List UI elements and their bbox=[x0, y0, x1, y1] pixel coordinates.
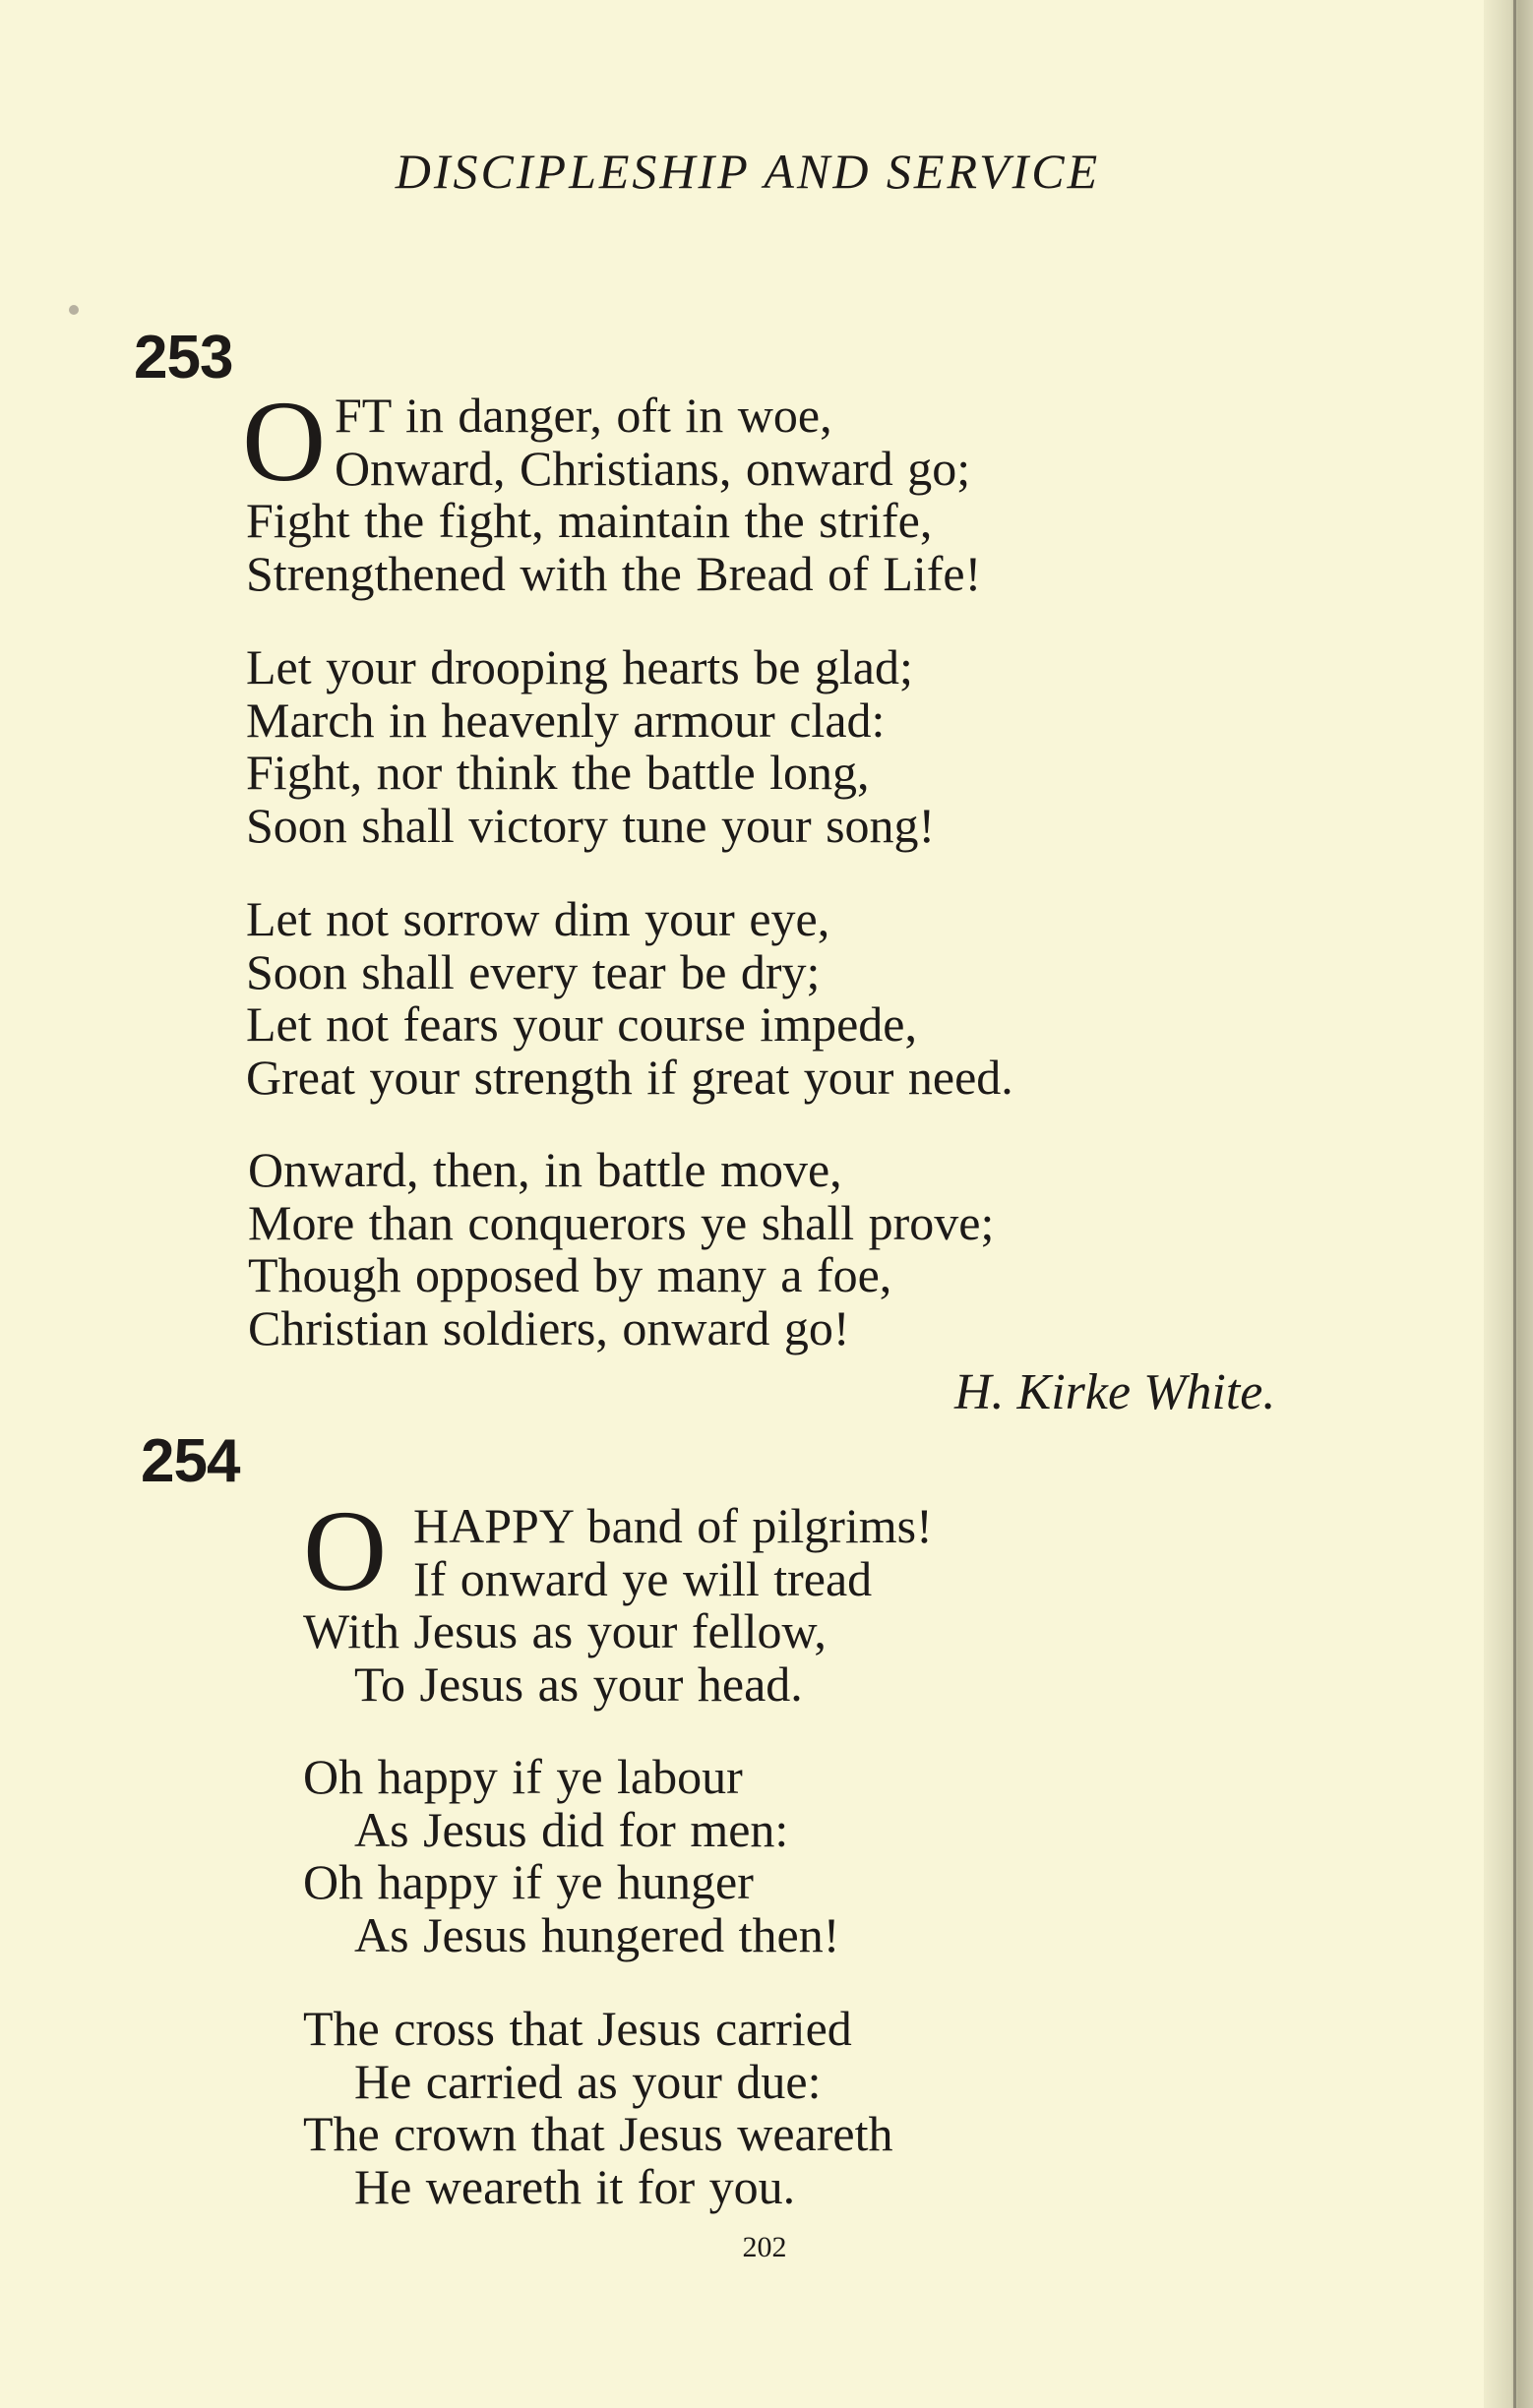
verse-line: As Jesus hungered then! bbox=[354, 1906, 840, 1962]
verse-line: Oh happy if ye hunger bbox=[303, 1854, 754, 1909]
verse-line: Onward, then, in battle move, bbox=[248, 1142, 842, 1197]
hymn-number: 254 bbox=[141, 1427, 240, 1495]
verse-line: Let not fears your course impede, bbox=[246, 996, 917, 1052]
verse-line: Though opposed by many a foe, bbox=[248, 1247, 892, 1302]
page-edge bbox=[1484, 0, 1533, 2408]
verse-line: Onward, Christians, onward go; bbox=[335, 440, 971, 496]
verse-line: The crown that Jesus weareth bbox=[303, 2106, 893, 2161]
verse-line: Christian soldiers, onward go! bbox=[248, 1299, 850, 1355]
verse-line: Strengthened with the Bread of Life! bbox=[246, 545, 982, 601]
verse-line: HAPPY band of pilgrims! bbox=[413, 1498, 933, 1553]
verse-line: He weareth it for you. bbox=[354, 2158, 796, 2214]
verse-line: Let not sorrow dim your eye, bbox=[246, 891, 830, 946]
verse-line: With Jesus as your fellow, bbox=[303, 1603, 827, 1658]
drop-cap: O bbox=[242, 377, 327, 506]
stanza bbox=[303, 2003, 892, 2213]
stanza bbox=[246, 893, 1013, 1104]
verse-line: Oh happy if ye labour bbox=[303, 1749, 743, 1804]
stanza bbox=[303, 1500, 933, 1711]
verse-line: Fight, nor think the battle long, bbox=[246, 745, 870, 800]
verse-line: He carried as your due: bbox=[354, 2053, 822, 2109]
verse-line: The cross that Jesus carried bbox=[303, 2001, 852, 2056]
verse-line: Let your drooping hearts be glad; bbox=[246, 639, 913, 694]
page-gutter-line bbox=[1513, 0, 1516, 2408]
page-number: 202 bbox=[742, 2231, 787, 2263]
stanza bbox=[246, 641, 935, 852]
stanza bbox=[248, 1144, 994, 1354]
verse-line: FT in danger, oft in woe, bbox=[335, 388, 832, 443]
hymn-author: H. Kirke White. bbox=[954, 1364, 1276, 1420]
stanza bbox=[246, 390, 981, 600]
verse-line: Soon shall victory tune your song! bbox=[246, 797, 936, 853]
verse-line: To Jesus as your head. bbox=[354, 1656, 803, 1712]
verse-line: If onward ye will tread bbox=[413, 1550, 873, 1606]
running-head: DISCIPLESHIP AND SERVICE bbox=[395, 144, 1101, 199]
verse-line: Soon shall every tear be dry; bbox=[246, 943, 821, 999]
stanza bbox=[303, 1751, 839, 1961]
verse-line: Great your strength if great your need. bbox=[246, 1049, 1013, 1105]
hymn-number: 253 bbox=[134, 324, 233, 391]
verse-line: Fight the fight, maintain the strife, bbox=[246, 493, 933, 548]
drop-cap: O bbox=[303, 1486, 388, 1615]
verse-line: March in heavenly armour clad: bbox=[246, 692, 886, 748]
verse-line: As Jesus did for men: bbox=[354, 1801, 789, 1857]
verse-line: More than conquerors ye shall prove; bbox=[248, 1194, 995, 1250]
paper-speck bbox=[69, 305, 79, 315]
